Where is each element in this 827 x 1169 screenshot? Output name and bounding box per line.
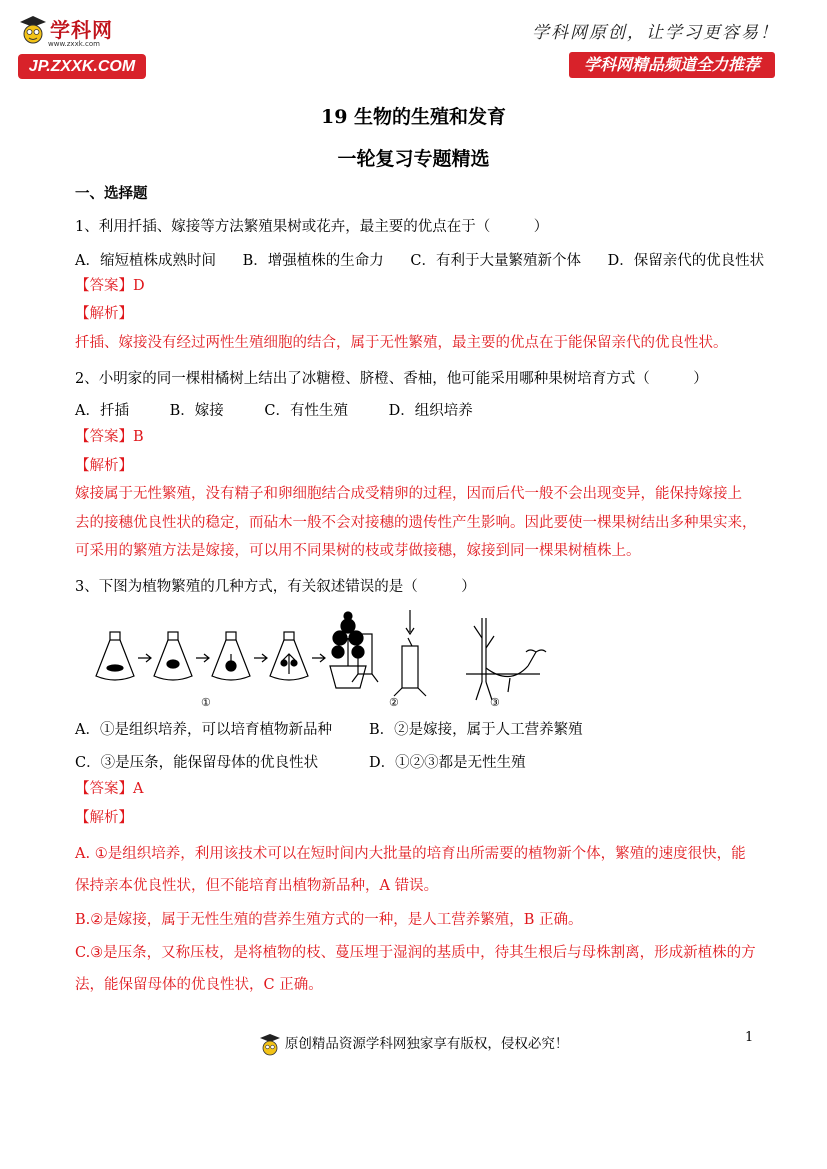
analysis-label: 【解析】 bbox=[75, 458, 133, 474]
mascot-icon bbox=[259, 1033, 281, 1057]
question-options bbox=[75, 753, 526, 773]
question-stem: 3、下图为植物繁殖的几种方式，有关叙述错误的是（ ） bbox=[75, 579, 476, 595]
option-a: A．缩短植株成熟时间 bbox=[75, 253, 216, 269]
question-options bbox=[75, 720, 583, 740]
layering-icon bbox=[466, 618, 546, 700]
option-b: B．嫁接 bbox=[169, 403, 224, 419]
question-stem: 1、利用扦插、嫁接等方法繁殖果树或花卉，最主要的优点在于（ ） bbox=[75, 219, 549, 235]
analysis-label: 【解析】 bbox=[75, 810, 133, 826]
analysis-text: 可采用的繁殖方法是嫁接，可以用不同果树的枝或芽做接穗，嫁接到同一棵果树植株上。 bbox=[75, 543, 641, 559]
answer: 【答案】A bbox=[75, 781, 144, 797]
option-d: D．组织培养 bbox=[388, 403, 473, 419]
answer: 【答案】B bbox=[75, 429, 144, 445]
copyright-text: 原创精品资源学科网独家享有版权，侵权必究！ bbox=[284, 1036, 569, 1052]
logo-badge[interactable]: JP.ZXXK.COM bbox=[18, 54, 146, 79]
option-d: D．①②③都是无性生殖 bbox=[369, 755, 526, 771]
flask-icon bbox=[96, 632, 134, 680]
analysis-text: 去的接穗优良性状的稳定，而砧木一般不会对接穗的遗传性产生影响。因此要使一棵果树结出多种果实来， bbox=[75, 515, 757, 531]
option-a: A．扦插 bbox=[75, 403, 129, 419]
page-number: 1 bbox=[745, 1030, 754, 1045]
option-a: A．①是组织培养，可以培育植物新品种 bbox=[75, 722, 332, 738]
option-c: C．有利于大量繁殖新个体 bbox=[410, 253, 581, 269]
logo-url: www.zxxk.com bbox=[48, 40, 100, 48]
analysis-text: 法，能保留母体的优良性状，C 正确。 bbox=[75, 977, 323, 993]
figure-label-3: ③ bbox=[490, 696, 500, 709]
section-heading: 一、选择题 bbox=[75, 185, 148, 202]
propagation-figure bbox=[90, 608, 550, 708]
analysis-label: 【解析】 bbox=[75, 306, 133, 322]
analysis-text: B.②是嫁接，属于无性生殖的营养生殖方式的一种，是人工营养繁殖，B 正确。 bbox=[75, 912, 583, 928]
option-c: C．有性生殖 bbox=[264, 403, 348, 419]
option-d: D．保留亲代的优良性状 bbox=[607, 253, 765, 269]
analysis-text: A. ①是组织培养，利用该技术可以在短时间内大批量的培育出所需要的植物新个体，繁殖的速度很快，能 bbox=[75, 846, 746, 862]
flask-icon bbox=[154, 632, 192, 680]
logo bbox=[18, 14, 153, 82]
flask-icon bbox=[212, 632, 250, 680]
page-title: 19 生物的生殖和发育 bbox=[320, 106, 507, 128]
page-subtitle: 一轮复习专题精选 bbox=[337, 148, 490, 170]
analysis-text: 嫁接属于无性繁殖，没有精子和卵细胞结合成受精卵的过程，因而后代一般不会出现变异，能保持嫁接上 bbox=[75, 486, 742, 502]
answer: 【答案】D bbox=[75, 278, 145, 294]
figure-label-2: ② bbox=[389, 696, 399, 709]
analysis-text: C.③是压条，又称压枝，是将植物的枝、蔓压埋于湿润的基质中，待其生根后与母株割离，形成新植株的方 bbox=[75, 945, 756, 961]
option-b: B．②是嫁接，属于人工营养繁殖 bbox=[369, 722, 583, 738]
analysis-text: 扦插、嫁接没有经过两性生殖细胞的结合，属于无性繁殖，最主要的优点在于能保留亲代的优良性状。 bbox=[75, 335, 728, 351]
mascot-icon bbox=[18, 14, 48, 50]
footer bbox=[0, 1032, 827, 1057]
potted-plant-icon bbox=[330, 612, 366, 688]
option-b: B．增强植株的生命力 bbox=[242, 253, 384, 269]
question-options bbox=[75, 251, 764, 271]
question-stem: 2、小明家的同一棵柑橘树上结出了冰糖橙、脐橙、香柚，他可能采用哪种果树培育方式（ ） bbox=[75, 371, 708, 387]
figure-label-1: ① bbox=[201, 696, 211, 709]
flask-icon bbox=[270, 632, 308, 680]
option-c: C．③是压条，能保留母体的优良性状 bbox=[75, 755, 319, 771]
logo-name: 学科网 bbox=[50, 18, 113, 42]
analysis-text: 保持亲本优良性状，但不能培育出植物新品种，A 错误。 bbox=[75, 878, 439, 894]
slogan: 学科网原创，让学习更容易！ bbox=[532, 23, 779, 43]
question-options bbox=[75, 401, 473, 421]
recommend-badge[interactable]: 学科网精品频道全力推荐 bbox=[569, 52, 775, 78]
